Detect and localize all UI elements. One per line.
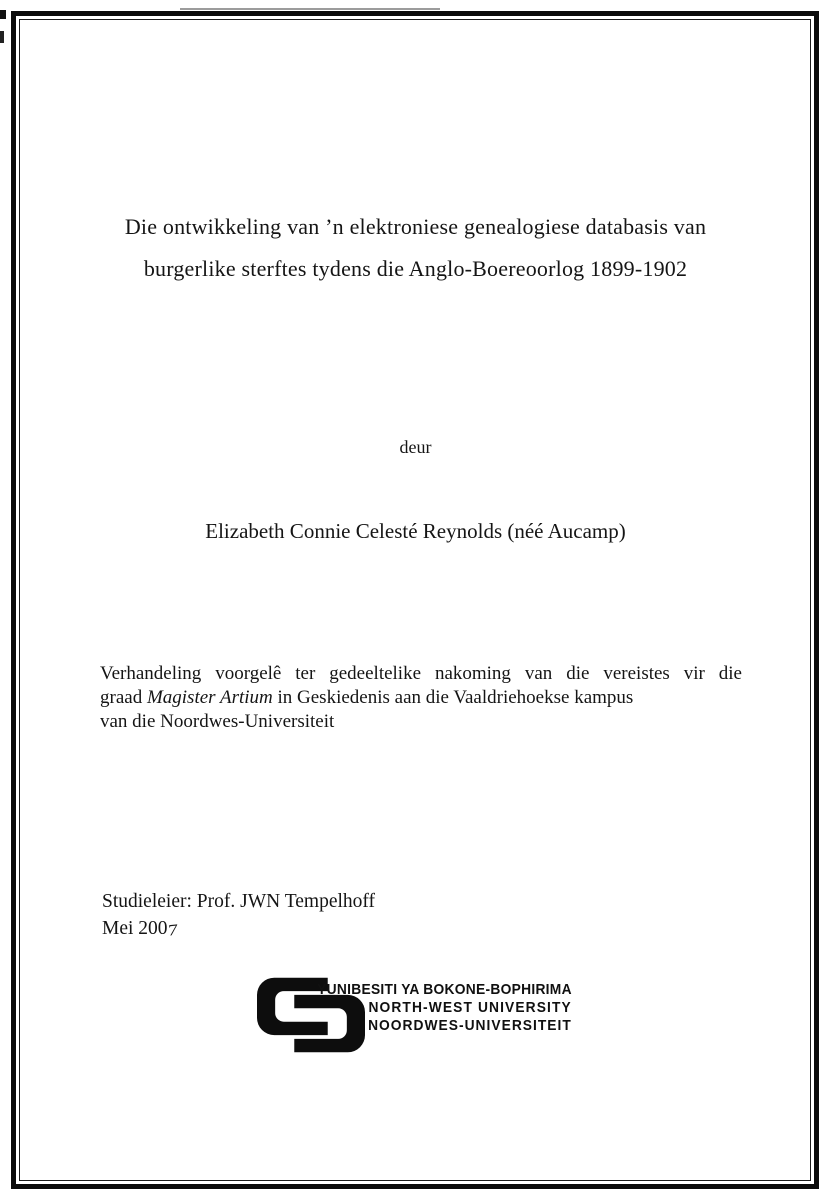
author-name: Elizabeth Connie Celesté Reynolds (néé Aucamp) — [205, 519, 626, 543]
date-line — [102, 915, 375, 942]
statement-line2-post: in Geskiedenis aan die Vaaldriehoekse kampus — [272, 687, 634, 708]
scan-speck — [0, 31, 4, 43]
logo-line-afrikaans: NOORDWES-UNIVERSITEIT — [368, 1017, 572, 1034]
scan-speck — [0, 10, 6, 19]
degree-statement-line3: van die Noordwes-Universiteit — [100, 711, 335, 732]
thesis-title-line1: Die ontwikkeling van ’n elektroniese genealogiese databasis van — [124, 214, 707, 239]
thesis-title — [40, 206, 791, 290]
supervisor-block — [102, 888, 375, 942]
thesis-title-line2: burgerlike sterftes tydens die Anglo-Boereoorlog 1899-1902 — [143, 256, 688, 281]
logo-line-english: NORTH-WEST UNIVERSITY — [368, 999, 572, 1016]
degree-name-italic: Magister Artium — [146, 687, 273, 708]
logo-line-setswana: YUNIBESITI YA BOKONE-BOPHIRIMA — [317, 981, 572, 998]
byline-label: deur — [399, 437, 432, 457]
nwu-logo-wordmark — [317, 981, 572, 1035]
statement-line2-pre: graad — [100, 687, 147, 708]
supervisor-line: Studieleier: Prof. JWN Tempelhoff — [102, 891, 376, 912]
degree-statement — [100, 662, 742, 734]
degree-statement-line2 — [100, 686, 742, 710]
degree-statement-line1: Verhandeling voorgelê ter gedeeltelike nakoming van die vereistes vir die — [100, 663, 742, 684]
date-last-digit: 7 — [167, 921, 178, 940]
date-prefix: Mei 200 — [102, 918, 168, 939]
scan-smudge — [180, 8, 440, 10]
